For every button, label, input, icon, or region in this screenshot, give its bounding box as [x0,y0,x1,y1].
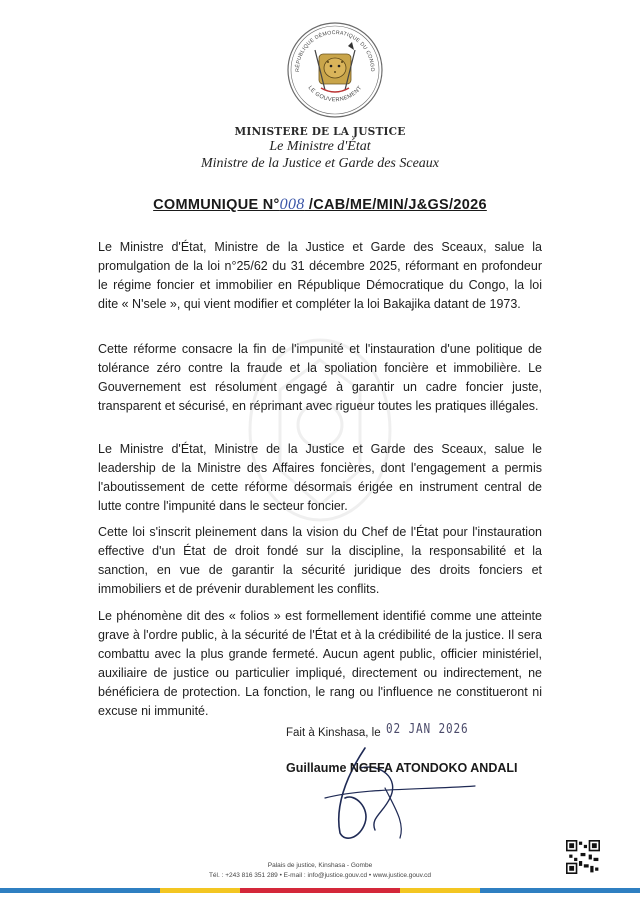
svg-text:LE GOUVERNEMENT [307,85,364,103]
flag-bar-yellow [160,888,240,893]
paragraph-4: Cette loi s'inscrit pleinement dans la vision du Chef de l'État pour l'instauration effective d'un État de droit fondé sur la discipline, la responsabilité et la sanction, en vue de garantir la sécurité juridique des droits fonciers et immobiliers et de prévenir durablement les conflits. [98,525,542,596]
paragraph-2: Cette réforme consacre la fin de l'impunité et l'instauration d'une politique de tolérance zéro contre la fraude et la spoliation foncière et immobilière. Le Gouvernement est résolument engagé à garantir un cadre foncier juste, transparent et sécurisé, en réprimant avec rigueur toutes les pratiques illégales. [98,342,542,413]
seal-ring-text-top: RÉPUBLIQUE DÉMOCRATIQUE DU CONGO [294,29,376,72]
paragraph-5: Le phénomène dit des « folios » est formellement identifié comme une atteinte grave à l'ordre public, à la sécurité de l'État et à la crédibilité de la justice. Il sera combattu avec la plus grande fermeté. Aucun agent public, officier ministériel, auxiliaire de justice ou particulier impliqué, directement ou indirectement, ne bénéficiera de protection. La fonction, le rang ou l'influence ne constitueront ni excuse ni immunité. [98,609,542,718]
flag-bar-yellow-2 [400,888,480,893]
government-seal-icon [285,20,385,120]
title-suffix: /CAB/ME/MIN/J&GS/2026 [304,197,487,213]
flag-bar-blue [0,888,160,893]
flag-bar-blue-2 [480,888,640,893]
paragraph-1: Le Ministre d'État, Ministre de la Justice et Garde des Sceaux, salue la promulgation de la loi n°25/62 du 31 décembre 2025, réformant en profondeur le régime foncier et immobilier en République Démocratique du Congo, la loi dite « N'sele », qui vient modifier et compléter la loi Bakajika datant de 1973. [98,240,542,311]
date-stamp: 02 JAN 2026 [386,722,469,737]
signatory-name: Guillaume NGEFA ATONDOKO ANDALI [286,761,518,775]
footer-flag-bar [0,888,640,893]
handwritten-signature [305,738,495,848]
ministry-name: MINISTERE DE LA JUSTICE [234,124,406,138]
minister-title-line-1: Le Ministre d'État [269,139,371,154]
title-prefix: COMMUNIQUE N° [153,197,280,213]
communique-title [0,196,640,214]
flag-bar-red [240,888,400,893]
paragraph-3: Le Ministre d'État, Ministre de la Justice et Garde des Sceaux, salue le leadership de la Ministre des Affaires foncières, dont l'engagement a permis l'aboutissement de cette réforme désormais érigée en instrument central de lutte contre l'impunité dans le secteur foncier. [98,442,542,513]
footer-address: Palais de justice, Kinshasa - Gombe [267,862,373,869]
seal-ring-text-bottom: LE GOUVERNEMENT [306,84,364,104]
footer-contact: Tél. : +243 816 351 289 • E-mail : info@justice.gouv.cd • www.justice.gouv.cd [208,872,432,879]
place-and-date-label: Fait à Kinshasa, le [286,727,381,739]
minister-title-line-2: Ministre de la Justice et Garde des Sceaux [200,156,440,171]
title-handwritten-number: 008 [279,196,305,213]
